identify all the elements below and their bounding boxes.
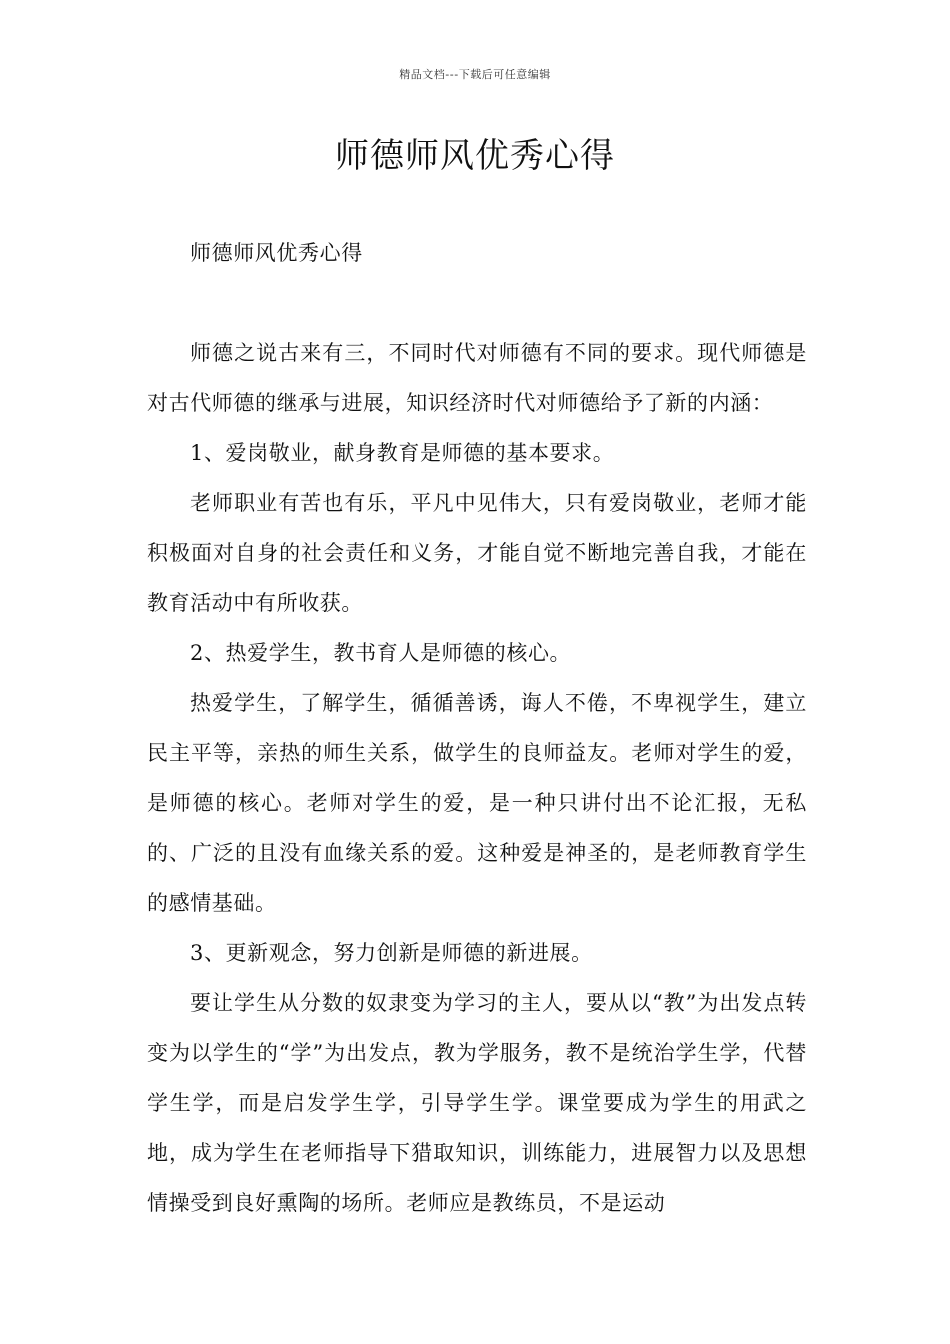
paragraph: 热爱学生，了解学生，循循善诱，诲人不倦，不卑视学生，建立民主平等，亲热的师生关系，做学生的良师益友。老师对学生的爱，是师德的核心。老师对学生的爱，是一种只讲付出不论汇报，无私的、广泛的且没有血缘关系的爱。这种爱是神圣的，是老师教育学生的感情基础。 [147,691,807,915]
subtitle-paragraph: 师德师风优秀心得 [190,241,363,265]
section-heading: 2、热爱学生，教书育人是师德的核心。 [190,641,572,665]
paragraph: 要让学生从分数的奴隶变为学习的主人，要从以“教”为出发点转变为以学生的“学”为出发点，教为学服务，教不是统治学生学，代替学生学，而是启发学生学，引导学生学。课堂要成为学生的用武之地，成为学生在老师指导下猎取知识，训练能力，进展智力以及思想情操受到良好熏陶的场所。老师应是教练员，不是运动 [147,991,807,1215]
paragraph: 老师职业有苦也有乐，平凡中见伟大，只有爱岗敬业，老师才能积极面对自身的社会责任和义务，才能自觉不断地完善自我，才能在教育活动中有所收获。 [147,491,807,615]
paragraph: 师德之说古来有三，不同时代对师德有不同的要求。现代师德是对古代师德的继承与进展，知识经济时代对师德给予了新的内涵： [147,341,807,415]
document-title: 师德师风优秀心得 [335,136,615,176]
section-heading: 3、更新观念，努力创新是师德的新进展。 [190,941,593,965]
document-body [147,228,807,1228]
section-heading: 1、爱岗敬业，献身教育是师德的基本要求。 [190,441,615,465]
header-note: 精品文档---下载后可任意编辑 [399,68,551,81]
